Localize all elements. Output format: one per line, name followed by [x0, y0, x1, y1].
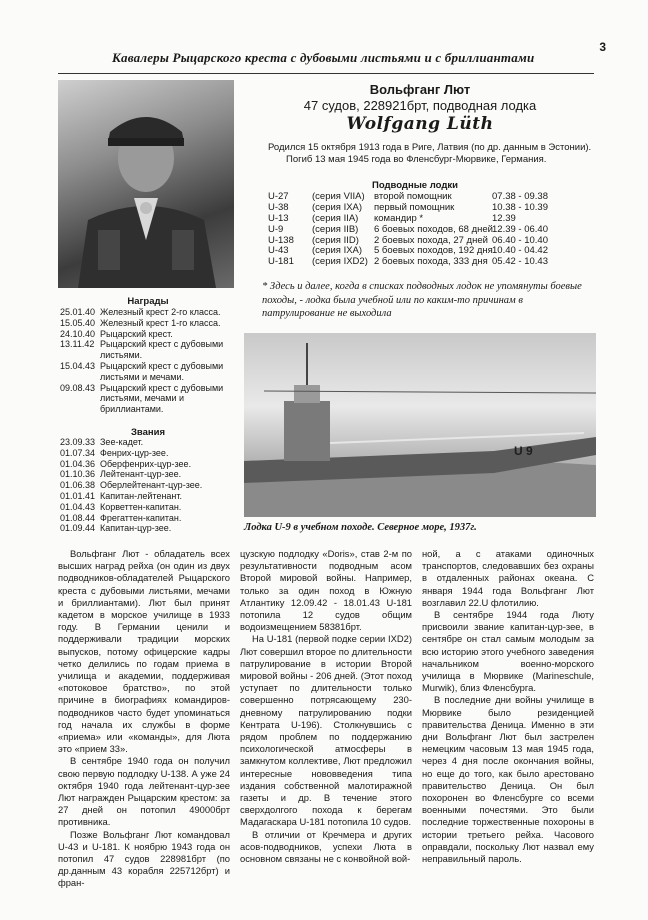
boat-id: U-13 [268, 212, 289, 224]
rank-row [60, 491, 240, 502]
submarine-row [268, 257, 594, 268]
boat-role: 5 боевых походов, 192 дня [374, 245, 493, 257]
boat-id: U-43 [268, 245, 289, 257]
boat-type: (серия IIA) [312, 212, 359, 224]
award-row [60, 361, 240, 383]
rank-row [60, 459, 240, 470]
boat-type: (серия IIB) [312, 223, 359, 235]
paragraph: В сентябре 1944 года Люту присвоили звание капитан-цур-зее, в сентябре он стал самым молодым за всю историю этого учебного заведения начальником военно-морского училища в Мюрвике (Marineschule, Murwik), близ Фленсбурга. [422, 609, 594, 694]
bio-block [268, 142, 594, 166]
rank-row [60, 437, 240, 448]
entry-text: Железный крест 1-го класса. [100, 317, 221, 328]
entry-text: Фрегаттен-капитан. [100, 512, 182, 523]
paragraph: На U-181 (первой подке серии IXD2) Лют совершил второе по длительности патрулирование в истории Второй мировой войны - 206 дней. (Этот поход уступает по длительности только совершенно потрясающему 230-дневному патрулированию подки Кентрата U-196). Столкнувшись с рядом проблем по поддержанию психологической атмосферы в замкнутом коллективе, Лют предложил интересные нововведения типа издания собственной малотиражной газеты и др. В течение этого сверхдолгого похода к берегам Мадагаскара U-181 потопила 10 судов. [240, 633, 412, 828]
date: 01.01.41 [60, 490, 96, 501]
boat-dates: 12.39 [492, 212, 516, 224]
boat-id: U-138 [268, 234, 294, 246]
award-row [60, 329, 240, 340]
boat-role: второй помощник [374, 191, 452, 202]
entry-text: Фенрих-цур-зее. [100, 447, 169, 458]
boat-role: 2 боевых похода, 333 дня [374, 256, 488, 268]
boat-role: 6 боевых походов, 68 дней [374, 223, 493, 235]
date: 15.04.43 [60, 360, 96, 371]
date: 24.10.40 [60, 328, 96, 339]
text-column-2 [240, 548, 412, 865]
boat-type: (серия IID) [312, 234, 359, 246]
date: 01.09.44 [60, 523, 96, 534]
date: 01.08.44 [60, 512, 96, 523]
boat-dates: 12.39 - 06.40 [492, 223, 548, 235]
boat-dates: 10.40 - 04.42 [492, 245, 548, 257]
header-rule [58, 73, 594, 74]
submarines-title: Подводные лодки [372, 180, 458, 191]
paragraph: ной, а с атаками одиночных транспортов, следовавших без охраны в отдаленных районах океана. С января 1944 года Вольфганг Лют возглавил 22.U флотилию. [422, 548, 594, 608]
boat-id: U-27 [268, 191, 289, 202]
submarines-table [268, 192, 594, 268]
date: 23.09.33 [60, 437, 96, 447]
boat-role: 2 боевых похода, 27 дней [374, 234, 488, 246]
footnote: * Здесь и далее, когда в списках подводных лодок не упомянуты боевые походы, - лодка была учебной или по каким-то причинам в патрулирование не выходила [262, 281, 582, 319]
award-row [60, 383, 240, 415]
entry-text: Железный крест 2-го класса. [100, 307, 221, 317]
boat-type: (серия VIIA) [312, 191, 365, 202]
paragraph: Позже Вольфганг Лют командовал U-43 и U-181. К ноябрю 1943 года он потопил 47 судов 228981брт (по др.данным 43 корабля 225712брт) и фран- [58, 828, 230, 889]
name-gothic: Wolfgang Lüth [346, 114, 494, 134]
date: 01.06.38 [60, 480, 96, 491]
rank-row [60, 480, 240, 491]
rank-row [60, 502, 240, 513]
boat-role: первый помощник [374, 201, 455, 213]
entry-text: Капитан-цур-зее. [100, 523, 172, 534]
boat-dates: 05.42 - 10.43 [492, 256, 548, 268]
boat-type: (серия IXA) [312, 201, 363, 213]
boat-dates: 07.38 - 09.38 [492, 191, 548, 202]
entry-text: Рыцарский крест с дубовыми листьями, мечами и бриллиантами. [100, 382, 224, 415]
date: 01.04.43 [60, 501, 96, 512]
date: 01.04.36 [60, 458, 96, 469]
submarine-row [268, 225, 594, 236]
date: 01.07.34 [60, 447, 96, 458]
rank-row [60, 523, 240, 534]
page-number: 3 [599, 40, 606, 54]
bio-born: Родился 15 октября 1913 года в Риге, Латвия (по др. данным в Эстонии). [268, 142, 592, 153]
paragraph: Вольфганг Лют - обладатель всех высших наград рейха (он один из двух подводников-обладателей Рыцарского креста с дубовыми листьями, мечами и бриллиантами). Лют был принят кадетом в морское училище в 1933 году. В Германии ценили и поддерживали традиции морских выпусков, потому офицерские кадры четко делились по годам приема в училища и академии, поддерживая «потоковое братство», по этой причине в биографиях командиров-подводников часто будет упоминаться год начала их службы в форме «приема» или «команды», для Люта это «прием 33». [58, 548, 230, 755]
bio-died: Погиб 13 мая 1945 года во Фленсбург-Мюрвике, Германия. [286, 154, 547, 165]
photo-caption: Лодка U-9 в учебном походе. Северное море, 1937г. [244, 522, 477, 533]
score-subtitle: 47 судов, 228921брт, подводная лодка [303, 98, 537, 113]
entry-text: Зее-кадет. [100, 437, 144, 447]
rank-row [60, 513, 240, 524]
rank-row [60, 469, 240, 480]
submarine-photo [244, 333, 596, 517]
award-row [60, 318, 240, 329]
date: 01.10.36 [60, 469, 96, 480]
date: 13.11.42 [60, 339, 95, 350]
awards-title: Награды [127, 296, 169, 307]
boat-dates: 06.40 - 10.40 [492, 234, 548, 246]
boat-id: U-38 [268, 201, 289, 213]
boat-id: U-9 [268, 223, 284, 235]
boat-dates: 10.38 - 10.39 [492, 201, 548, 213]
entry-text: Капитан-лейтенант. [100, 490, 183, 501]
text-column-1 [58, 548, 230, 890]
hull-number: U 9 [514, 444, 533, 458]
date: 25.01.40 [60, 307, 96, 317]
date: 09.08.43 [60, 382, 96, 393]
ranks-list [60, 437, 240, 534]
award-row [60, 307, 240, 318]
entry-text: Рыцарский крест с дубовыми листьями. [100, 339, 224, 361]
date: 15.05.40 [60, 317, 96, 328]
portrait-photo [58, 80, 234, 288]
paragraph: В отличии от Кречмера и других асов-подводников, успехи Люта в основном связаны не с конвойной вой- [240, 828, 412, 865]
entry-text: Оберфенрих-цур-зее. [100, 458, 192, 469]
boat-role: командир * [374, 212, 424, 224]
paragraph: В сентябре 1940 года он получил свою первую подлодку U-138. А уже 24 октября 1940 года лейтенант-цур-зее Лют награжден Рыцарским крестом: за 27 дней он потопил 49000брт противника. [58, 755, 230, 828]
awards-list [60, 307, 240, 415]
entry-text: Оберлейтенант-цур-зее. [100, 480, 203, 491]
rank-row [60, 448, 240, 459]
text-column-3 [422, 548, 594, 865]
boat-type: (серия IXD2) [312, 256, 368, 268]
entry-text: Лейтенант-цур-зее. [100, 469, 182, 480]
award-row [60, 339, 240, 361]
paragraph: цузскую подлодку «Doris», став 2-м по результативности подводным асом Второй мировой войны. Например, только за один поход в Южную Атлантику 12.09.42 - 18.01.43 U-181 потопила 12 судов общим водоизмещением 58381брт. [240, 548, 412, 633]
ranks-title: Звания [130, 427, 166, 438]
paragraph: В последние дни войны училище в Мюрвике было резиденцией правительства Деница. Именно в эти дни Вольфганг Лют был застрелен немецким часовым 13 мая 1945 года, через 4 дня после окончания войны, но еще до того, как было арестовано правительство Деница. Он был похоронен во Фленсбурге со всеми военными почестями. Это были последние торжественные похороны в истории третьего рейха. Часового оправдали, поскольку Лют назвал ему неправильный пароль. [422, 694, 594, 865]
boat-id: U-181 [268, 256, 294, 268]
boat-type: (серия IXA) [312, 245, 363, 257]
person-name: Вольфганг Лют [369, 82, 471, 97]
entry-text: Рыцарский крест. [100, 328, 173, 339]
entry-text: Корветтен-капитан. [100, 501, 182, 512]
series-header: Кавалеры Рыцарского креста с дубовыми листьями и с бриллиантами [112, 50, 535, 65]
entry-text: Рыцарский крест с дубовыми листьями и мечами. [100, 360, 224, 382]
